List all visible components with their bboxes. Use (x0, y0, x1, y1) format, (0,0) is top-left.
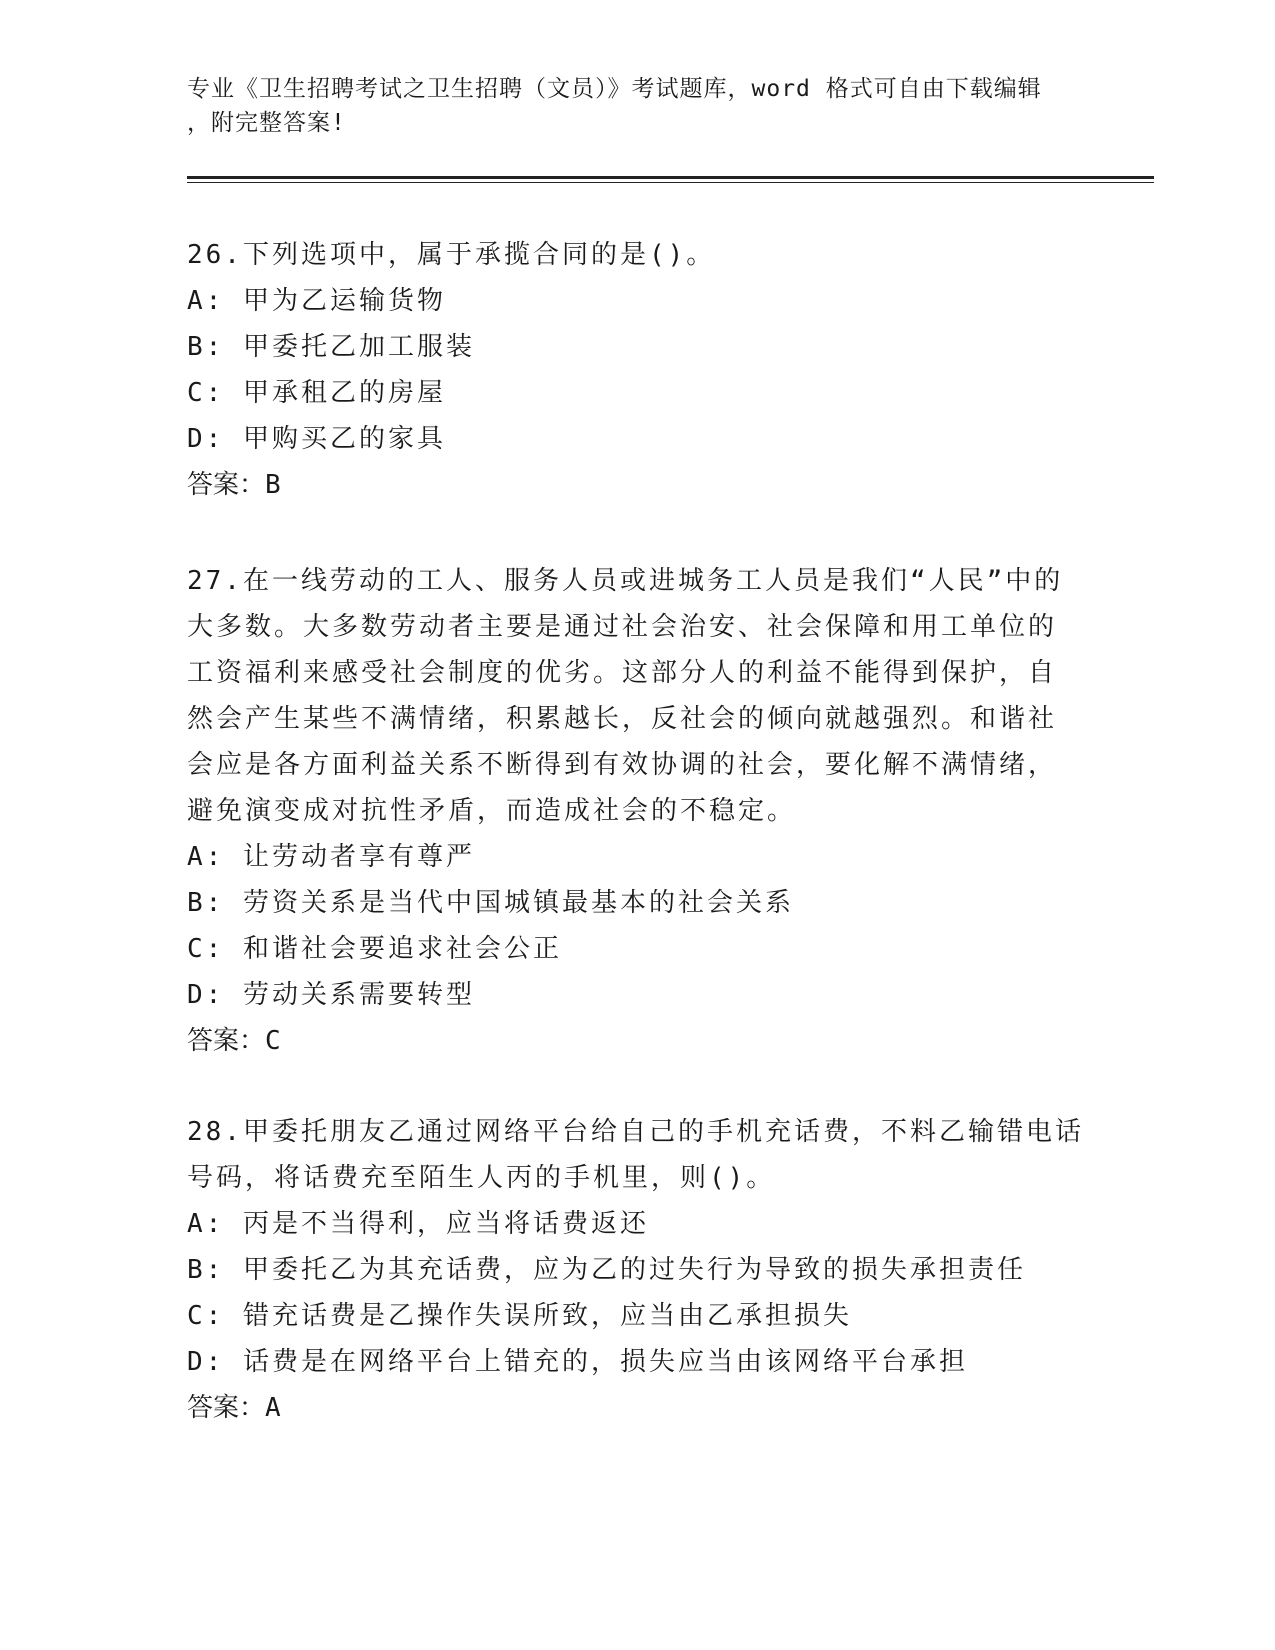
option-b: B: 劳资关系是当代中国城镇最基本的社会关系 (187, 888, 794, 918)
question-stem-line: 26.下列选项中，属于承揽合同的是()。 (187, 240, 716, 270)
question-27 (187, 558, 1087, 1064)
header-line-1: 专业《卫生招聘考试之卫生招聘（文员）》考试题库，word 格式可自由下载编辑 (187, 76, 1042, 102)
answer-label: 答案： (187, 470, 266, 500)
option-d: D: 甲购买乙的家具 (187, 424, 446, 454)
answer-value: B (265, 470, 281, 500)
answer-line (187, 462, 1087, 508)
document-header (187, 72, 1087, 140)
option-a: A: 让劳动者享有尊严 (187, 842, 475, 872)
option-c: C: 和谐社会要追求社会公正 (187, 934, 562, 964)
option-b: B: 甲委托乙为其充话费，应为乙的过失行为导致的损失承担责任 (187, 1255, 1026, 1285)
answer-value: A (265, 1393, 281, 1423)
question-stem-line: 27.在一线劳动的工人、服务人员或进城务工人员是我们“人民”中的 (187, 566, 1064, 596)
question-stem-line: 28.甲委托朋友乙通过网络平台给自己的手机充话费，不料乙输错电话 (187, 1117, 1084, 1147)
question-stem-line: 工资福利来感受社会制度的优劣。这部分人的利益不能得到保护，自 (187, 658, 1058, 688)
option-b: B: 甲委托乙加工服装 (187, 332, 475, 362)
question-stem-line: 然会产生某些不满情绪，积累越长，反社会的倾向就越强烈。和谐社 (187, 704, 1058, 734)
question-26 (187, 232, 1087, 508)
question-stem-line: 避免演变成对抗性矛盾，而造成社会的不稳定。 (187, 796, 797, 826)
answer-line (187, 1018, 1087, 1064)
option-d: D: 劳动关系需要转型 (187, 980, 475, 1010)
option-a: A: 甲为乙运输货物 (187, 286, 446, 316)
question-stem-line: 号码，将话费充至陌生人丙的手机里，则()。 (187, 1163, 776, 1193)
question-stem-line: 会应是各方面利益关系不断得到有效协调的社会，要化解不满情绪， (187, 750, 1058, 780)
option-d: D: 话费是在网络平台上错充的，损失应当由该网络平台承担 (187, 1347, 968, 1377)
header-divider-thick (187, 176, 1154, 179)
answer-value: C (265, 1026, 281, 1056)
answer-line (187, 1385, 1087, 1431)
header-line-2: ，附完整答案! (187, 110, 346, 136)
question-stem-line: 大多数。大多数劳动者主要是通过社会治安、社会保障和用工单位的 (187, 612, 1058, 642)
option-a: A: 丙是不当得利，应当将话费返还 (187, 1209, 649, 1239)
header-divider-thin (187, 182, 1154, 183)
question-28 (187, 1109, 1087, 1431)
answer-label: 答案： (187, 1026, 266, 1056)
option-c: C: 甲承租乙的房屋 (187, 378, 446, 408)
answer-label: 答案： (187, 1393, 266, 1423)
option-c: C: 错充话费是乙操作失误所致，应当由乙承担损失 (187, 1301, 852, 1331)
